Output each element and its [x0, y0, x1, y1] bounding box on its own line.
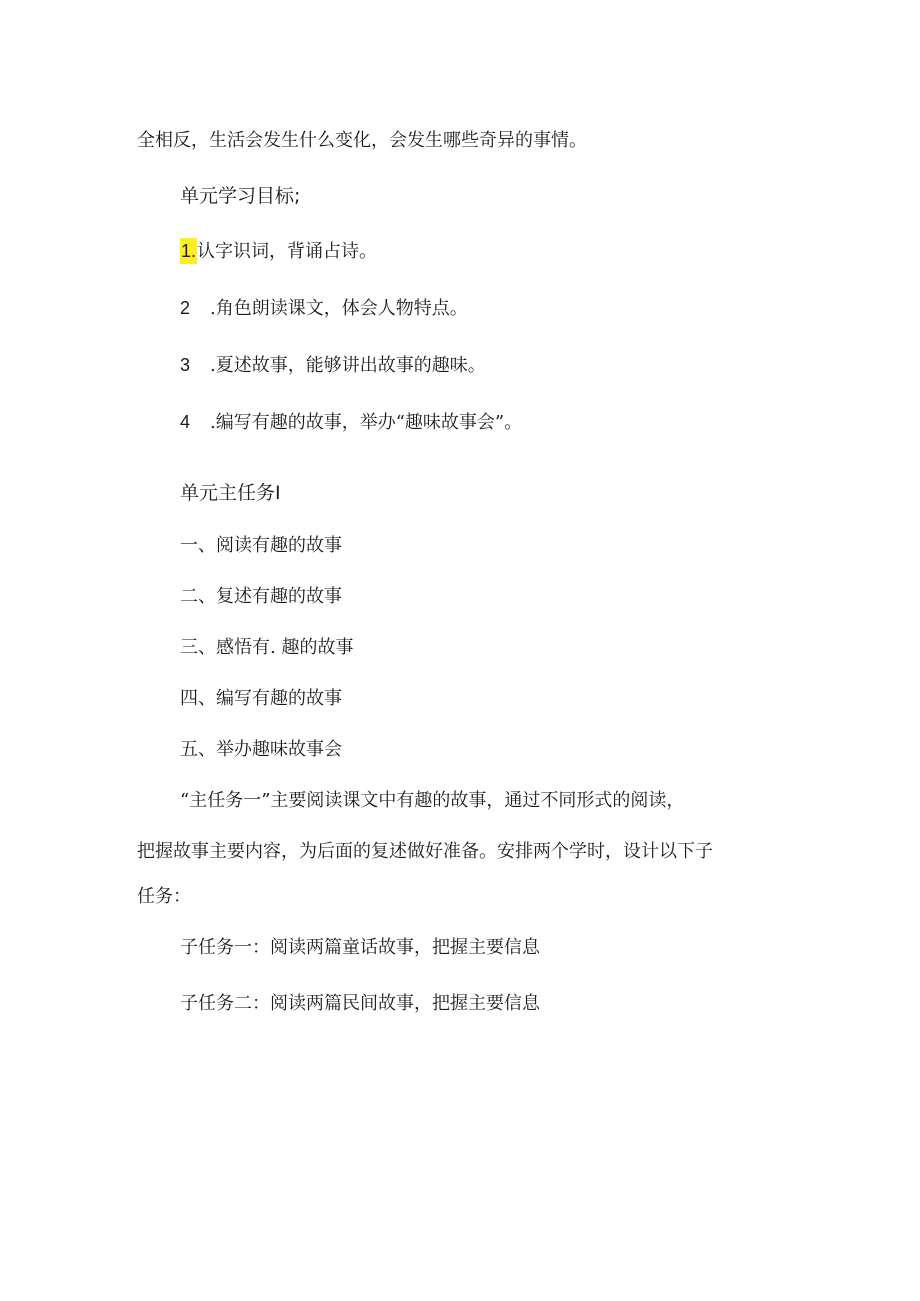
goals-heading: 单元学习目标;: [180, 185, 301, 207]
tasks-heading: 单元主任务I: [180, 482, 281, 504]
paragraph-line-2: 把握故事主要内容，为后面的复述做好准备。安排两个学时，设计以下子: [137, 841, 713, 862]
goal-item-3: [180, 352, 486, 379]
task-item-5: 五、举办趣味故事会: [180, 739, 342, 760]
goal-item-4: [180, 409, 522, 436]
task-item-3: 三、感悟有. 趣的故事: [180, 637, 354, 658]
subtask-2: 子任务二：阅读两篇民间故事，把握主要信息: [180, 993, 540, 1014]
goal-text-3: .夏述故事，能够讲出故事的趣味。: [210, 355, 486, 376]
goal-text-2: .角色朗读课文，体会人物特点。: [210, 298, 468, 319]
goal-number-1: 1.: [180, 238, 197, 264]
task-item-1: 一、阅读有趣的故事: [180, 535, 342, 556]
intro-fragment: 全相反，生活会发生什么变化，会发生哪些奇异的事情。: [137, 130, 587, 151]
goal-number-2: 2: [180, 298, 191, 318]
goal-text-4: .编写有趣的故事，举办“趣味故事会”。: [210, 412, 523, 433]
goal-number-3: 3: [180, 355, 191, 375]
goal-item-2: [180, 295, 468, 322]
paragraph-line-1: “主任务一”主要阅读课文中有趣的故事，通过不同形式的阅读，: [180, 790, 685, 811]
task-item-4: 四、编写有趣的故事: [180, 688, 342, 709]
goal-number-4: 4: [180, 412, 191, 432]
task-item-2: 二、复述有趣的故事: [180, 586, 342, 607]
goal-item-1: [180, 238, 377, 265]
goal-text-1: 认字识词，背诵占诗。: [197, 241, 378, 262]
subtask-1: 子任务一：阅读两篇童话故事，把握主要信息: [180, 937, 540, 958]
paragraph-line-3: 任务：: [137, 886, 191, 907]
